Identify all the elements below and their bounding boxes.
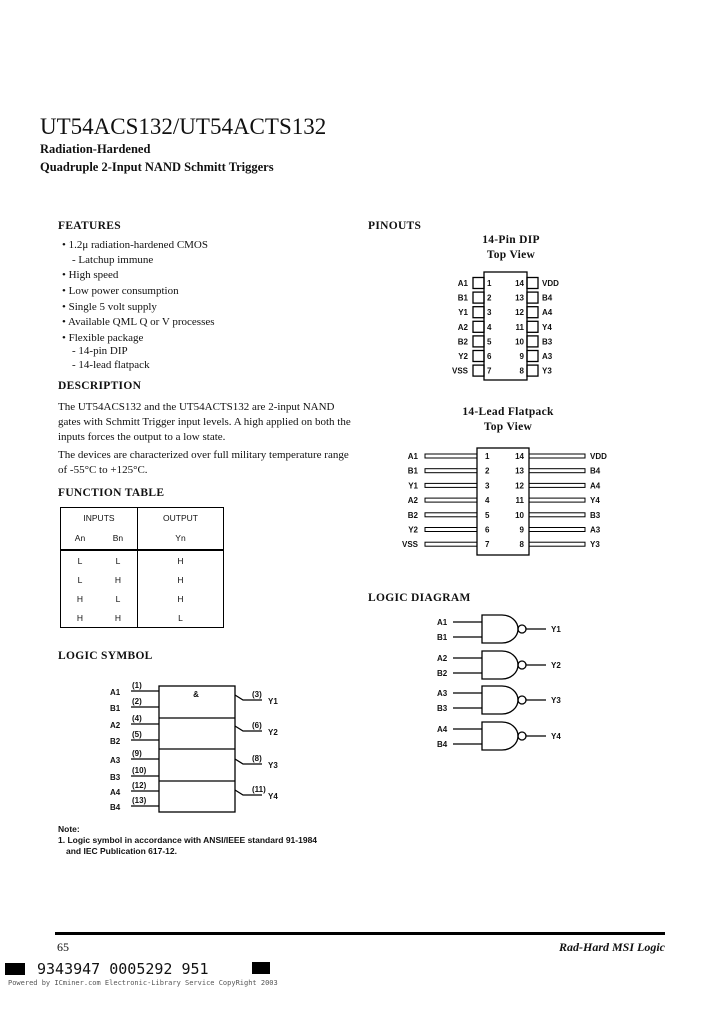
pin-number: (2) [132, 697, 142, 706]
dip-pin-number: 13 [515, 293, 524, 303]
dip-pin-name: VSS [451, 366, 468, 376]
output-label: Y3 [268, 761, 278, 770]
flatpack-pin-number: 9 [519, 525, 524, 535]
flatpack-pin-name: Y3 [590, 540, 600, 550]
flatpack-pin-name: VSS [401, 540, 418, 550]
feature-item: - 14-pin DIP [72, 345, 128, 357]
dip-pin-name: A1 [457, 279, 468, 288]
inverter-bubble [518, 661, 526, 669]
dip-pin-left [473, 365, 484, 376]
dip-pin-name: A4 [542, 308, 553, 318]
input-label: A1 [110, 688, 121, 697]
table-cell: H [99, 570, 138, 589]
feature-item: • Single 5 volt supply [62, 301, 157, 313]
flatpack-pin-name: VDD [590, 452, 607, 461]
flatpack-pin-name: A4 [590, 481, 601, 491]
input-label: B1 [437, 633, 448, 642]
table-cell: L [61, 570, 99, 589]
input-label: A3 [437, 689, 448, 698]
input-label: A4 [110, 788, 121, 797]
feature-item: • 1.2μ radiation-hardened CMOS [62, 239, 208, 251]
nand-gate [482, 722, 518, 750]
table-cell: H [61, 589, 99, 608]
dip-pin-number: 7 [487, 366, 492, 376]
subtitle-1: Radiation-Hardened [40, 142, 151, 156]
dip-pin-number: 2 [487, 293, 492, 303]
flatpack-pin-name: Y1 [408, 481, 418, 491]
dip-pin-number: 1 [487, 279, 492, 288]
feature-item: - Latchup immune [72, 254, 154, 266]
dip-pin-name: Y2 [458, 352, 468, 361]
barcode-mark-left [5, 963, 25, 975]
pin-number: (12) [132, 781, 147, 790]
flatpack-title: 14-Lead Flatpack [462, 406, 554, 418]
flatpack-pin-name: Y2 [408, 525, 418, 535]
pin-number: (8) [252, 754, 262, 763]
flatpack-lead-right [529, 542, 585, 546]
dip-pin-number: 14 [515, 279, 524, 288]
flatpack-lead-left [425, 469, 477, 473]
dip-pin-number: 12 [515, 308, 524, 318]
input-label: A2 [110, 721, 121, 730]
dip-pin-left [473, 321, 484, 332]
description-heading: DESCRIPTION [58, 380, 142, 392]
dip-pin-name: A2 [457, 322, 468, 332]
dip-pin-right [527, 365, 538, 376]
flatpack-pin-number: 14 [515, 452, 524, 461]
table-cell: L [137, 608, 223, 628]
dip-pin-right [527, 336, 538, 347]
features-heading: FEATURES [58, 220, 121, 232]
dip-pin-name: VDD [542, 279, 559, 288]
flatpack-pin-name: A3 [590, 525, 601, 535]
flatpack-pin-name: A1 [407, 452, 418, 461]
nand-gate [482, 651, 518, 679]
dip-pin-right [527, 321, 538, 332]
dip-pin-number: 5 [487, 337, 492, 347]
dip-pin-number: 8 [519, 366, 524, 376]
inverter-bubble [518, 696, 526, 704]
flatpack-pin-number: 11 [515, 496, 524, 506]
nand-gate [482, 615, 518, 643]
pin-number: (4) [132, 714, 142, 723]
dip-pin-name: B4 [542, 293, 553, 303]
subtitle-2: Quadruple 2-Input NAND Schmitt Triggers [40, 160, 274, 174]
pin-number: (1) [132, 681, 142, 690]
dip-pin-number: 3 [487, 308, 492, 318]
dip-pin-number: 9 [519, 352, 524, 361]
output-label: Y2 [268, 728, 278, 737]
flatpack-lead-left [425, 483, 477, 487]
column-header: Bn [99, 527, 138, 550]
output-label: Y4 [551, 732, 561, 741]
flatpack-pin-number: 4 [485, 496, 490, 506]
pin-number: (11) [252, 785, 266, 794]
inverter-bubble [518, 625, 526, 633]
flatpack-lead-right [529, 498, 585, 502]
dip-view: Top View [486, 249, 536, 261]
flatpack-lead-left [425, 454, 477, 458]
dip-pin-name: Y1 [458, 308, 468, 318]
input-label: B4 [437, 740, 448, 749]
document-title: UT54ACS132/UT54ACTS132 [40, 114, 327, 139]
input-label: A1 [437, 618, 448, 627]
flatpack-view: Top View [483, 421, 533, 433]
flatpack-lead-right [529, 454, 585, 458]
section-name: Rad-Hard MSI Logic [558, 940, 665, 954]
pinouts-heading: PINOUTS [368, 220, 422, 232]
nand-gate [482, 686, 518, 714]
dip-pin-number: 10 [515, 337, 524, 347]
flatpack-pin-name: B3 [590, 510, 601, 520]
flatpack-pin-number: 5 [485, 510, 490, 520]
flatpack-pin-number: 10 [515, 510, 524, 520]
input-label: A3 [110, 756, 121, 765]
output-label: Y2 [551, 661, 561, 670]
flatpack-pin-number: 12 [515, 481, 524, 491]
feature-item: • Available QML Q or V processes [62, 316, 215, 328]
note-line-2: and IEC Publication 617-12. [66, 846, 178, 856]
flatpack-lead-left [425, 498, 477, 502]
dip-pin-name: A3 [542, 352, 553, 361]
input-label: B3 [437, 704, 448, 713]
dip-pin-name: Y3 [542, 366, 552, 376]
dip-pin-right [527, 278, 538, 289]
dip-pin-left [473, 336, 484, 347]
dip-pin-name: B1 [457, 293, 468, 303]
dip-title: 14-Pin DIP [482, 234, 540, 246]
dip-pin-left [473, 292, 484, 303]
and-symbol: & [193, 690, 199, 699]
flatpack-lead-right [529, 528, 585, 532]
dip-pin-right [527, 307, 538, 318]
logic-diagram-heading: LOGIC DIAGRAM [368, 592, 471, 604]
input-label: B2 [437, 669, 448, 678]
flatpack-pin-number: 13 [515, 466, 524, 476]
dip-pin-left [473, 351, 484, 362]
flatpack-pin-number: 2 [485, 466, 490, 476]
pin-number: (13) [132, 796, 147, 805]
output-label: Y3 [551, 696, 561, 705]
dip-pin-name: B2 [457, 337, 468, 347]
powered-by-text: Powered by ICminer.com Electronic-Library Service CopyRight 2003 [8, 979, 278, 987]
inputs-group-header: INPUTS [61, 508, 138, 528]
input-label: A4 [437, 725, 448, 734]
flatpack-pin-number: 1 [485, 452, 490, 461]
table-cell: L [61, 550, 99, 570]
barcode-mark-right [252, 962, 270, 974]
output-label: Y1 [268, 697, 278, 706]
inverter-bubble [518, 732, 526, 740]
pin-number: (9) [132, 749, 142, 758]
output-label: Y4 [268, 792, 278, 801]
pin-number: (3) [252, 690, 262, 699]
dip-pin-right [527, 351, 538, 362]
input-label: B4 [110, 803, 121, 812]
flatpack-pin-number: 8 [519, 540, 524, 550]
footer-rule [55, 932, 665, 935]
feature-item: • High speed [62, 269, 119, 281]
flatpack-pin-number: 3 [485, 481, 490, 491]
dip-pin-number: 6 [487, 352, 492, 361]
flatpack-lead-left [425, 542, 477, 546]
table-cell: H [137, 550, 223, 570]
table-cell: L [99, 550, 138, 570]
table-cell: L [99, 589, 138, 608]
flatpack-lead-left [425, 513, 477, 517]
flatpack-lead-left [425, 528, 477, 532]
dip-pin-number: 4 [487, 322, 492, 332]
flatpack-lead-right [529, 513, 585, 517]
description-paragraph-1: The UT54ACS132 and the UT54ACTS132 are 2-input NAND gates with Schmitt Trigger input levels. A high applied on both the inputs forces the output to a low state. [58, 401, 351, 443]
input-label: A2 [437, 654, 448, 663]
pin-number: (5) [132, 730, 142, 739]
flatpack-pin-name: Y4 [590, 496, 600, 506]
barcode-number: 9343947 0005292 951 [37, 960, 209, 978]
flatpack-pin-number: 6 [485, 525, 490, 535]
table-cell: H [99, 608, 138, 628]
input-label: B2 [110, 737, 121, 746]
pin-number: (10) [132, 766, 147, 775]
input-label: B3 [110, 773, 121, 782]
flatpack-pin-name: B4 [590, 466, 601, 476]
note-heading: Note: [58, 824, 80, 834]
input-label: B1 [110, 704, 121, 713]
dip-pin-right [527, 292, 538, 303]
column-header: An [61, 527, 99, 550]
page-number: 65 [57, 940, 69, 954]
flatpack-pin-name: B2 [407, 510, 418, 520]
table-cell: H [61, 608, 99, 628]
dip-pin-name: B3 [542, 337, 553, 347]
pin-number: (6) [252, 721, 262, 730]
logic-symbol-heading: LOGIC SYMBOL [58, 650, 153, 662]
flatpack-lead-right [529, 483, 585, 487]
dip-pin-left [473, 307, 484, 318]
column-header: Yn [137, 527, 223, 550]
feature-item: • Flexible package [62, 332, 144, 344]
table-cell: H [137, 589, 223, 608]
dip-pin-name: Y4 [542, 322, 552, 332]
description-paragraph-2: The devices are characterized over full military temperature range of -55°C to +125°C. [58, 449, 349, 476]
flatpack-pin-name: B1 [407, 466, 418, 476]
note-line-1: 1. Logic symbol in accordance with ANSI/IEEE standard 91-1984 [58, 835, 318, 845]
output-group-header: OUTPUT [137, 508, 223, 528]
dip-pin-number: 11 [515, 322, 524, 332]
flatpack-pin-number: 7 [485, 540, 490, 550]
feature-item: • Low power consumption [62, 285, 179, 297]
flatpack-pin-name: A2 [407, 496, 418, 506]
feature-item: - 14-lead flatpack [72, 359, 150, 371]
flatpack-lead-right [529, 469, 585, 473]
dip-pin-left [473, 278, 484, 289]
function-table-heading: FUNCTION TABLE [58, 487, 165, 499]
table-cell: H [137, 570, 223, 589]
output-label: Y1 [551, 625, 561, 634]
